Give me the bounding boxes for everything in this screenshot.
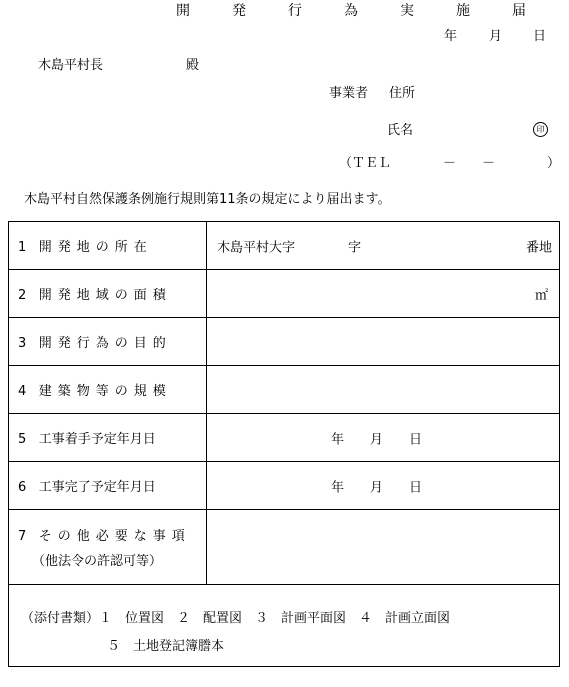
location-banchi: 番地 [525,240,552,255]
name-label: 氏名 [387,123,414,138]
row-label [9,222,207,270]
row-label [9,510,207,585]
row-number: 4 [18,384,27,399]
building-scale-field[interactable] [207,366,560,414]
attachments-cell [9,585,560,667]
location-field[interactable] [207,222,560,270]
area-field[interactable] [207,270,560,318]
row-number: 1 [18,240,27,255]
table-row [9,462,560,510]
row-number: 6 [18,480,27,495]
row-label-text: 開発行為の目的 [38,336,172,351]
form-table [8,221,560,667]
notice-text: 木島平村自然保護条例施行規則第11条の規定により届出ます。 [24,192,391,207]
row-label [9,270,207,318]
date-year-label: 年 [444,29,458,44]
tel-field: （ＴＥＬ － － ） [339,156,561,171]
row-number: 2 [18,288,27,303]
honorific: 殿 [186,58,200,73]
row-label-text: 工事完了予定年月日 [38,480,156,495]
row-label-text: 工事着手予定年月日 [38,432,156,447]
start-date-field[interactable] [207,414,560,462]
attachments-line-2: ５ 土地登記簿謄本 [107,639,225,654]
form-title: 開 発 行 為 実 施 届 [176,3,540,19]
end-date-text: 年 月 日 [331,480,423,495]
table-row [9,414,560,462]
table-row [9,366,560,414]
row-label [9,414,207,462]
row-label-text: 開発地域の面積 [38,288,172,303]
attachments-row [9,585,560,667]
table-row [9,222,560,270]
row-label-line [18,525,206,544]
row-label [9,462,207,510]
row-label-sub: （他法令の許認可等） [32,554,163,569]
applicant-label: 事業者 [329,86,369,101]
other-matters-field[interactable] [207,510,560,585]
row-label [9,366,207,414]
row-number: 3 [18,336,27,351]
row-label [9,318,207,366]
date-day-label: 日 [533,29,547,44]
area-unit: ㎡ [535,288,549,303]
row-label-text: その他必要な事項 [38,529,191,544]
location-prefix: 木島平村大字 [217,240,296,255]
date-month-label: 月 [489,29,503,44]
row-number: 5 [18,432,27,447]
address-label: 住所 [389,86,416,101]
addressee: 木島平村長 [38,58,104,73]
table-row [9,270,560,318]
row-label-text: 建築物等の規模 [38,384,172,399]
table-row [9,510,560,585]
start-date-text: 年 月 日 [331,432,423,447]
row-number: 7 [18,529,27,544]
row-label-text: 開発地の所在 [38,240,153,255]
location-aza: 字 [348,240,362,255]
seal-icon: 印 [533,122,548,137]
purpose-field[interactable] [207,318,560,366]
table-row [9,318,560,366]
end-date-field[interactable] [207,462,560,510]
attachments-line-1: （添付書類）１ 位置図 ２ 配置図 ３ 計画平面図 ４ 計画立面図 [21,611,451,626]
